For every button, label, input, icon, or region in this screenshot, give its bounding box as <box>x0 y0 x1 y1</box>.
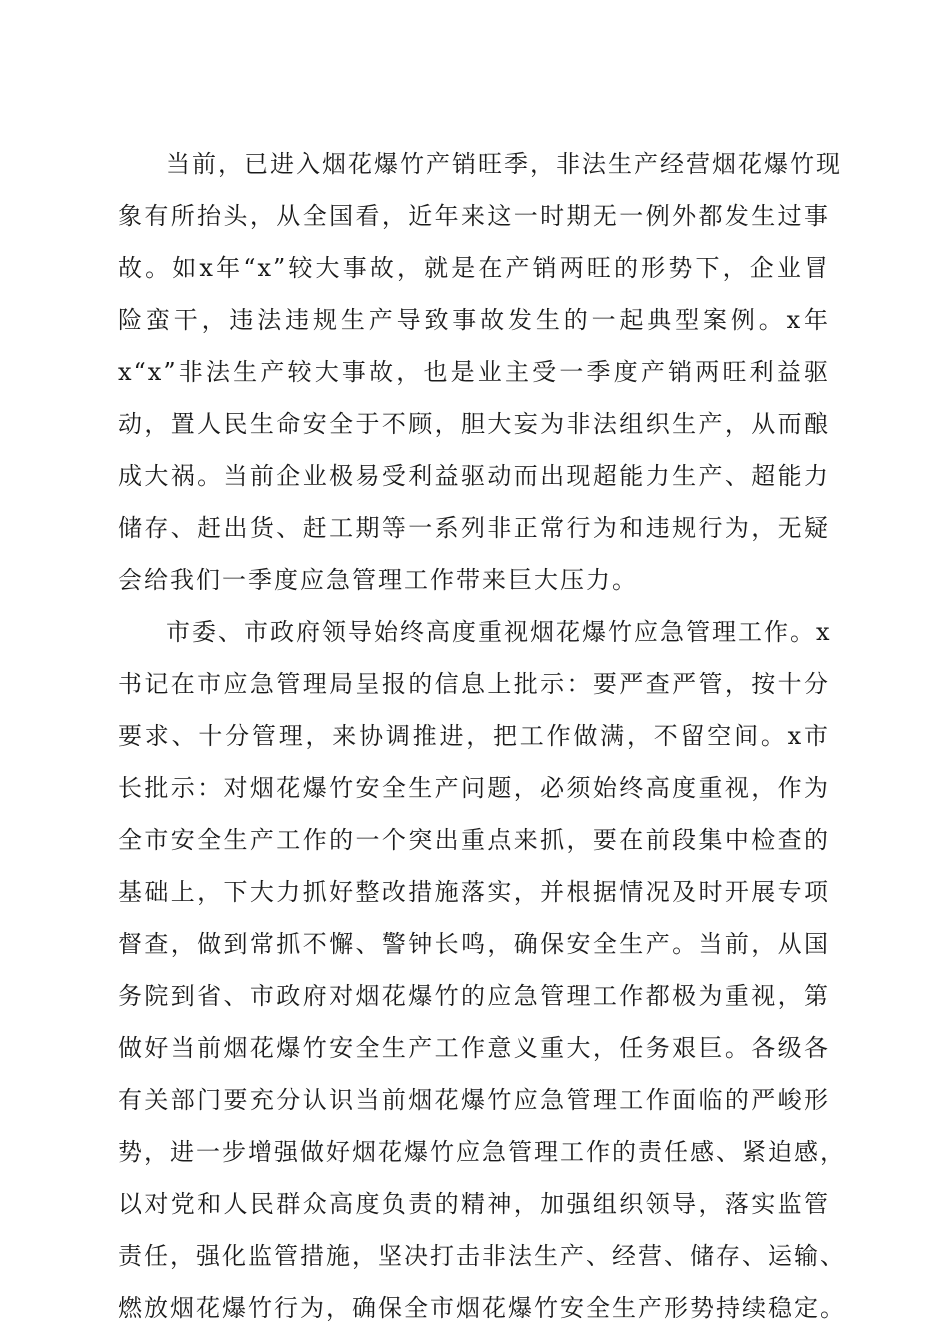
text-line: 全市安全生产工作的一个突出重点来抓，要在前段集中检查的 <box>118 826 830 854</box>
text-line: 做好当前烟花爆竹安全生产工作意义重大，任务艰巨。各级各 <box>118 1034 830 1062</box>
text-line: 燃放烟花爆竹行为，确保全市烟花爆竹安全生产形势持续稳定。 <box>118 1294 846 1322</box>
text-line: x“x”非法生产较大事故，也是业主受一季度产销两旺利益驱 <box>118 358 830 386</box>
text-line: 象有所抬头，从全国看，近年来这一时期无一例外都发生过事 <box>118 202 830 230</box>
text-line: 储存、赶出货、赶工期等一系列非正常行为和违规行为，无疑 <box>118 514 830 542</box>
paragraph-2 <box>118 606 846 1334</box>
text-line: 险蛮干，违法违规生产导致事故发生的一起典型案例。x年 <box>118 306 830 334</box>
text-line: 势，进一步增强做好烟花爆竹应急管理工作的责任感、紧迫感， <box>118 1138 846 1166</box>
text-line: 市委、市政府领导始终高度重视烟花爆竹应急管理工作。x <box>166 618 832 646</box>
text-line: 有关部门要充分认识当前烟花爆竹应急管理工作面临的严峻形 <box>118 1086 830 1114</box>
text-line: 成大祸。当前企业极易受利益驱动而出现超能力生产、超能力 <box>118 462 830 490</box>
text-line: 以对党和人民群众高度负责的精神，加强组织领导，落实监管 <box>118 1190 830 1218</box>
text-line: 会给我们一季度应急管理工作带来巨大压力。 <box>118 566 638 594</box>
text-line: 书记在市应急管理局呈报的信息上批示：要严查严管，按十分 <box>118 670 830 698</box>
text-line: 故。如x年“x”较大事故，就是在产销两旺的形势下，企业冒 <box>118 254 830 282</box>
text-line: 基础上，下大力抓好整改措施落实，并根据情况及时开展专项 <box>118 878 830 906</box>
text-line: 务院到省、市政府对烟花爆竹的应急管理工作都极为重视，第 <box>118 982 830 1010</box>
text-line: 动，置人民生命安全于不顾，胆大妄为非法组织生产，从而酿 <box>118 410 830 438</box>
text-line: 责任，强化监管措施，坚决打击非法生产、经营、储存、运输、 <box>118 1242 846 1270</box>
document-body <box>118 138 846 1334</box>
paragraph-1 <box>118 138 842 606</box>
text-line: 督查，做到常抓不懈、警钟长鸣，确保安全生产。当前，从国 <box>118 930 830 958</box>
text-line: 要求、十分管理，来协调推进，把工作做满，不留空间。x市 <box>118 722 830 750</box>
text-line: 长批示：对烟花爆竹安全生产问题，必须始终高度重视，作为 <box>118 774 830 802</box>
text-line: 当前，已进入烟花爆竹产销旺季，非法生产经营烟花爆竹现 <box>166 150 842 178</box>
